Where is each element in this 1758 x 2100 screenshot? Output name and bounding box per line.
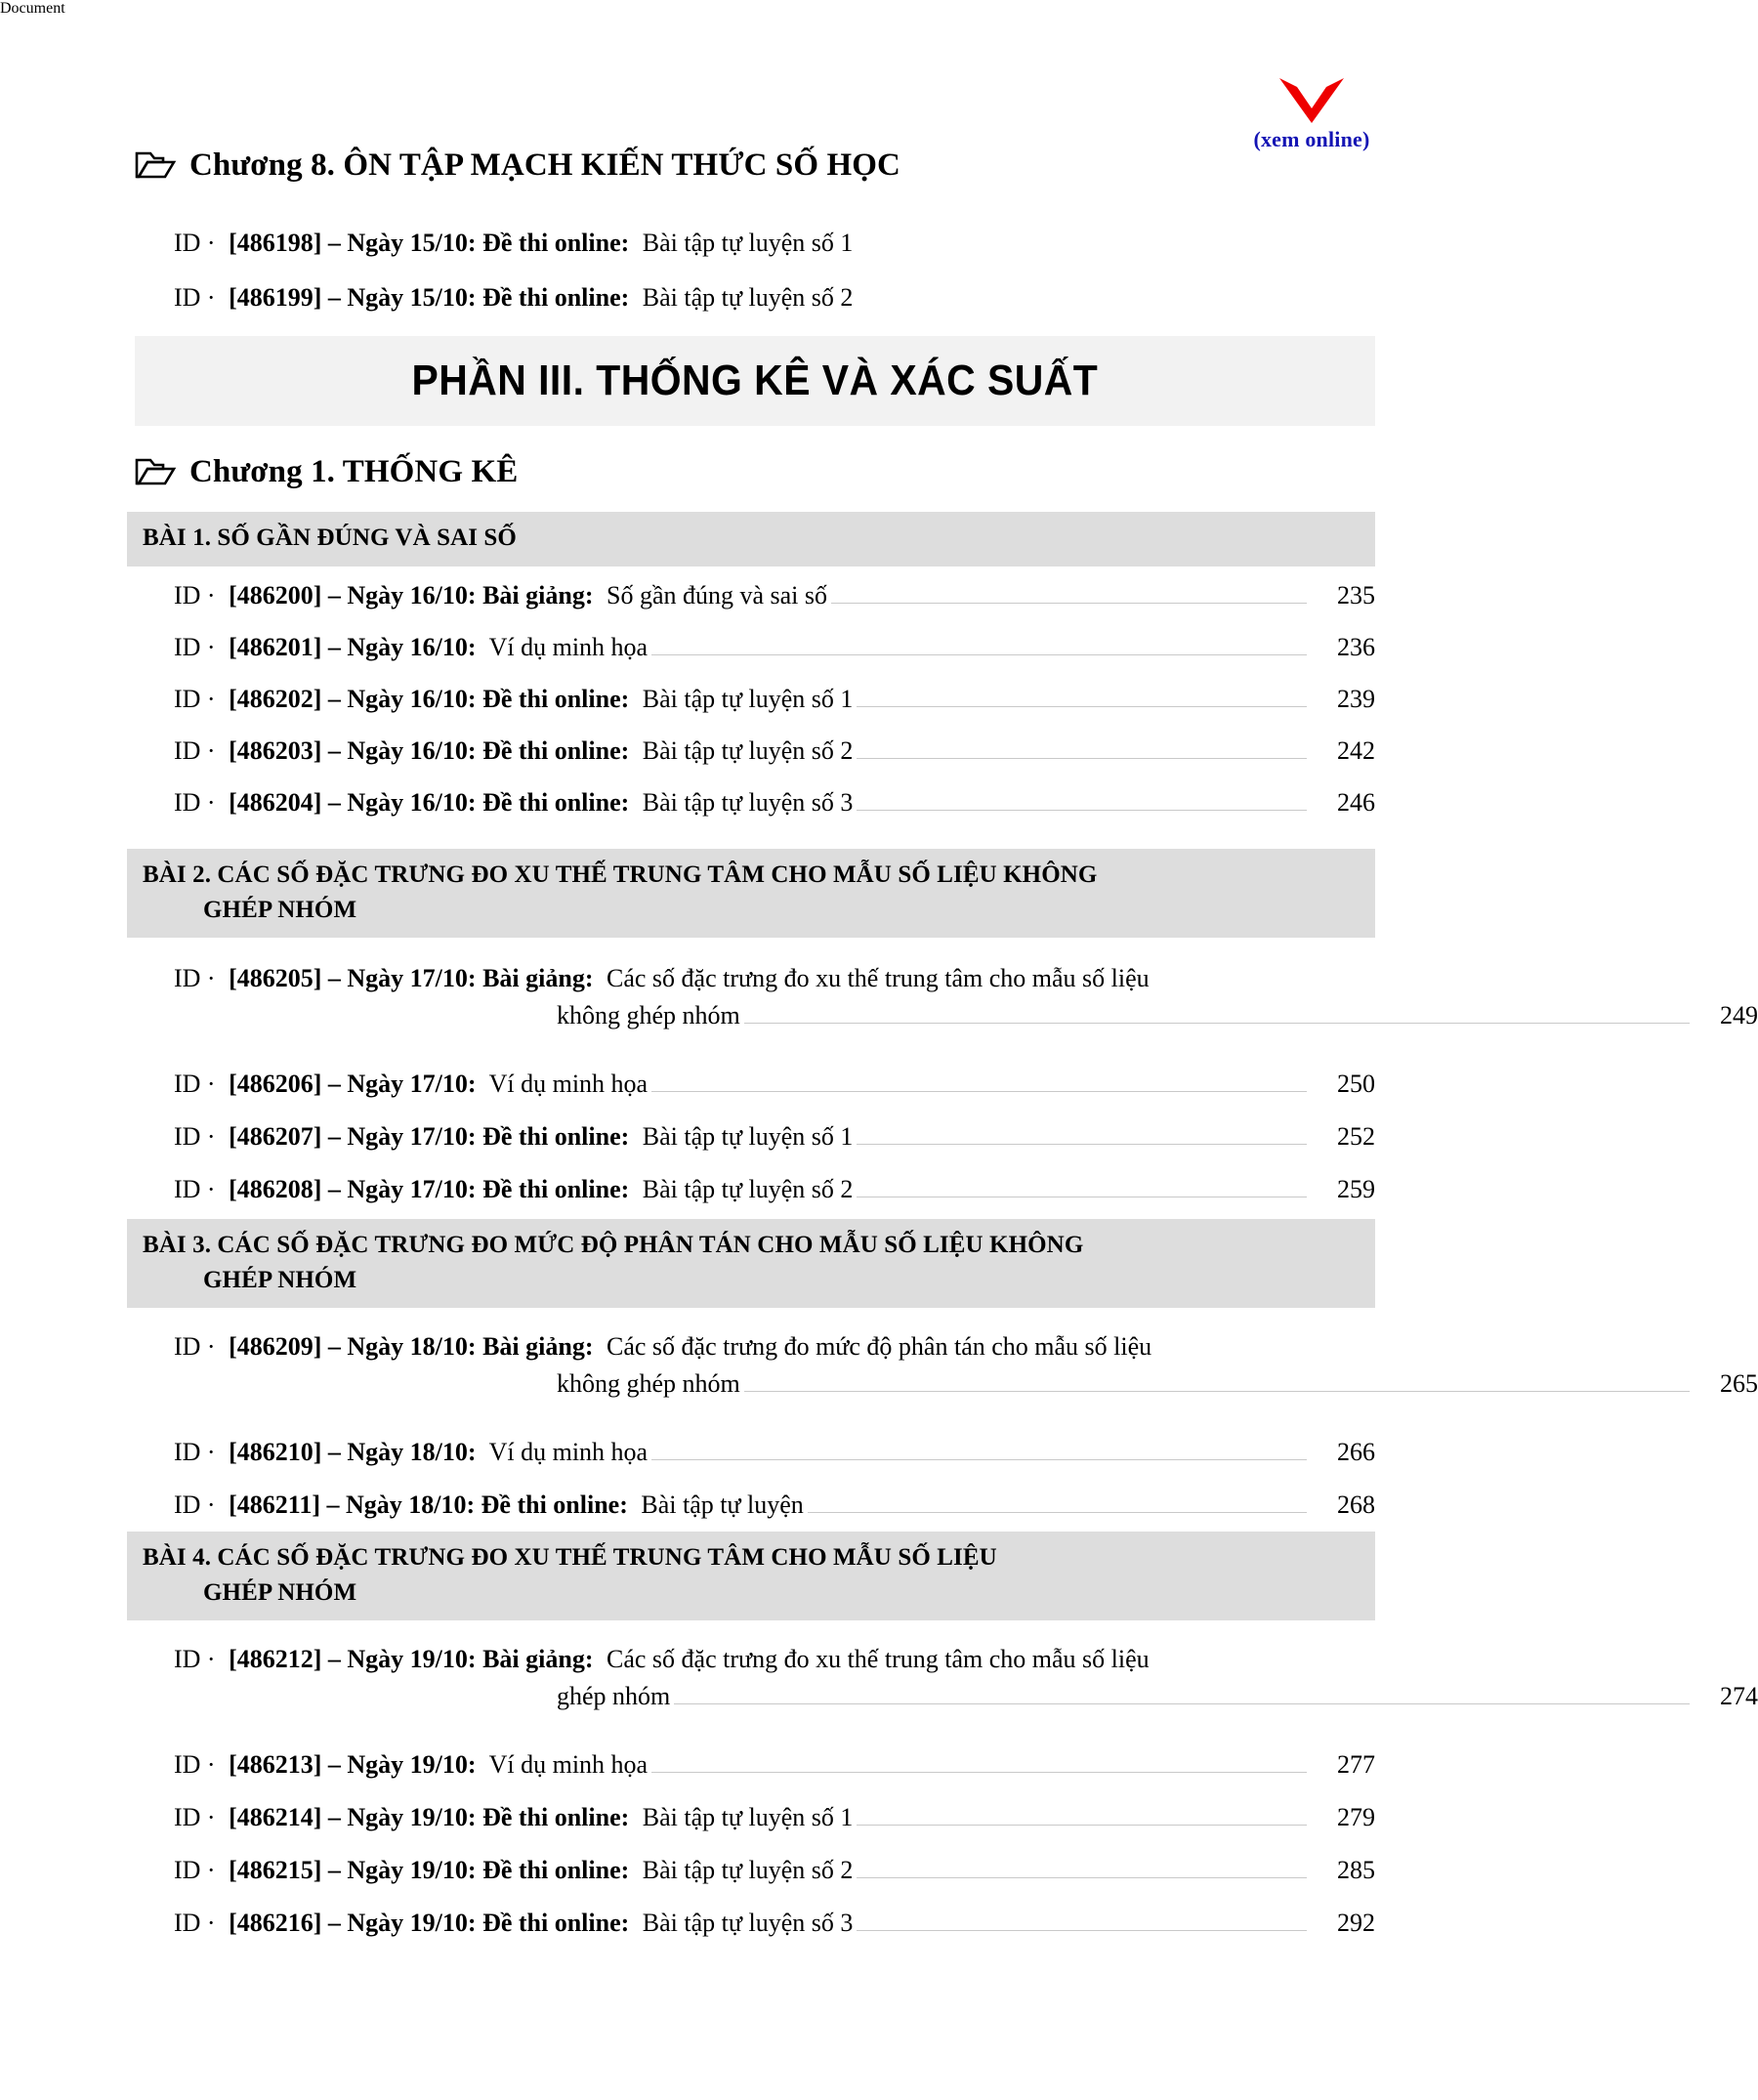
page-number: 292 [1337,1909,1375,1937]
toc-entry-meta: [486208] – Ngày 17/10: Đề thi online: [229,1175,630,1203]
toc-entry-text [174,1436,648,1469]
toc-entry-text [174,962,1150,995]
toc-entry-text [174,281,853,315]
leader-line [857,706,1307,707]
toc-entry-title-wrap: ghép nhóm [557,1681,671,1710]
toc-id-prefix: ID · [174,1438,216,1466]
toc-entry-meta: [486213] – Ngày 19/10: [229,1750,477,1779]
toc-entry[interactable] [174,962,1758,1032]
lesson-heading-line: BÀI 4. CÁC SỐ ĐẶC TRƯNG ĐO XU THẾ TRUNG TÂM CHO MẪU SỐ LIỆU [143,1544,997,1571]
toc-id-prefix: ID · [174,1070,216,1098]
chapter-title: Chương 1. THỐNG KÊ [189,454,519,489]
toc-entry-text [174,735,853,768]
leader-line [857,1825,1307,1826]
toc-id-prefix: ID · [174,1750,216,1779]
toc-entry-meta: [486214] – Ngày 19/10: Đề thi online: [229,1803,630,1831]
toc-entry-text [174,631,648,664]
toc-entry-title: Các số đặc trưng đo xu thế trung tâm cho mẫu số liệu [606,1645,1150,1673]
toc-entry[interactable] [174,1907,1375,1940]
toc-entry[interactable] [174,227,1375,260]
lesson-heading-band [127,1532,1375,1620]
toc-entry-meta: [486210] – Ngày 18/10: [229,1438,477,1466]
toc-entry-title: Các số đặc trưng đo mức độ phân tán cho mẫu số liệu [606,1332,1152,1361]
toc-id-prefix: ID · [174,1491,216,1519]
toc-id-prefix: ID · [174,1803,216,1831]
toc-entry-title-wrap: không ghép nhóm [557,1368,740,1398]
toc-entry-text [174,1854,853,1887]
leader-line [744,1023,1690,1024]
toc-entry[interactable] [174,1854,1375,1887]
toc-entry[interactable] [174,1330,1758,1401]
toc-id-prefix: ID · [174,1645,216,1673]
toc-entry-text [174,683,853,716]
toc-entry[interactable] [174,281,1375,315]
toc-entry-text [174,1643,1150,1676]
page-number: 268 [1337,1491,1375,1519]
leader-line [857,1144,1307,1145]
page-number: 277 [1337,1750,1375,1779]
leader-line [857,758,1307,759]
toc-entry-title: Bài tập tự luyện số 2 [642,736,854,765]
page-number: 235 [1337,581,1375,609]
page-number: 266 [1337,1438,1375,1466]
toc-entry-meta: [486201] – Ngày 16/10: [229,633,477,661]
toc-entry-title: Ví dụ minh họa [488,1438,649,1466]
toc-entry-meta: [486215] – Ngày 19/10: Đề thi online: [229,1856,630,1884]
page-number: 249 [1720,1000,1758,1029]
page-number: 285 [1337,1856,1375,1884]
toc-entry[interactable] [174,1748,1375,1782]
page-number: 242 [1337,736,1375,765]
lesson-heading-line-2: GHÉP NHÓM [203,1266,357,1293]
toc-entry[interactable] [174,1489,1375,1522]
toc-entry[interactable] [174,735,1375,768]
leader-line [651,1459,1307,1460]
lesson-heading-line: BÀI 1. SỐ GẦN ĐÚNG VÀ SAI SỐ [143,525,517,551]
toc-entry[interactable] [174,1643,1758,1713]
page-number: 259 [1337,1175,1375,1203]
page-number: 279 [1337,1803,1375,1831]
toc-entry-title: Bài tập tự luyện số 1 [642,685,854,713]
toc-entry-text [174,1068,648,1101]
toc-id-prefix: ID · [174,1856,216,1884]
toc-id-prefix: ID · [174,581,216,609]
toc-entry-meta: [486206] – Ngày 17/10: [229,1070,477,1098]
leader-line [857,1877,1307,1878]
page-number: 265 [1720,1368,1758,1398]
toc-entry[interactable] [174,683,1375,716]
toc-entry-title: Bài tập tự luyện số 2 [642,1175,854,1203]
red-v-arrow-icon [1277,76,1346,127]
leader-line [744,1391,1690,1392]
toc-entry-text [174,227,853,260]
toc-entry-meta: [486207] – Ngày 17/10: Đề thi online: [229,1122,630,1151]
page-number: 239 [1337,685,1375,713]
toc-entry-meta: [486199] – Ngày 15/10: Đề thi online: [229,283,630,312]
toc-id-prefix: ID · [174,229,216,257]
toc-entry-text [174,1120,853,1154]
toc-entry-text [174,1801,853,1834]
leader-line [831,603,1307,604]
lesson-heading-line: BÀI 3. CÁC SỐ ĐẶC TRƯNG ĐO MỨC ĐỘ PHÂN TÁN CHO MẪU SỐ LIỆU KHÔNG [143,1232,1084,1258]
lesson-heading-line: BÀI 2. CÁC SỐ ĐẶC TRƯNG ĐO XU THẾ TRUNG TÂM CHO MẪU SỐ LIỆU KHÔNG [143,861,1098,888]
xem-online-badge[interactable] [1229,76,1395,150]
leader-line [651,1772,1307,1773]
lesson-heading-line-2: GHÉP NHÓM [203,896,357,923]
leader-line [674,1703,1690,1704]
toc-id-prefix: ID · [174,1175,216,1203]
toc-entry-title: Số gần đúng và sai số [606,581,828,609]
page-number: 274 [1720,1681,1758,1710]
toc-entry-meta: [486204] – Ngày 16/10: Đề thi online: [229,788,630,817]
folder-icon [135,149,176,181]
toc-entry[interactable] [174,579,1375,612]
toc-entry-meta: [486212] – Ngày 19/10: Bài giảng: [229,1645,594,1673]
toc-entry-text [174,1748,648,1782]
toc-entry-meta: [486202] – Ngày 16/10: Đề thi online: [229,685,630,713]
part-banner [135,336,1375,426]
leader-line [808,1512,1307,1513]
toc-entry-title: Bài tập tự luyện số 1 [642,1122,854,1151]
chapter-heading-prev [135,148,900,183]
toc-entry-title: Ví dụ minh họa [488,1750,649,1779]
toc-entry[interactable] [174,1436,1375,1469]
toc-entry[interactable] [174,1173,1375,1206]
toc-entry-meta: [486200] – Ngày 16/10: Bài giảng: [229,581,594,609]
page-number: 246 [1337,788,1375,817]
toc-entry-title: Bài tập tự luyện số 1 [642,1803,854,1831]
chapter-heading [135,455,518,489]
toc-entry-title: Các số đặc trưng đo xu thế trung tâm cho mẫu số liệu [606,964,1150,992]
leader-line [857,810,1307,811]
toc-entry-text [174,1173,853,1206]
toc-entry[interactable] [174,1068,1375,1101]
toc-entry-text [174,786,853,819]
leader-line [651,1091,1307,1092]
toc-entry[interactable] [174,1801,1375,1834]
toc-id-prefix: ID · [174,633,216,661]
toc-entry[interactable] [174,1120,1375,1154]
toc-entry-title-wrap: không ghép nhóm [557,1000,740,1029]
part-title: PHẦN III. THỐNG KÊ VÀ XÁC SUẤT [411,357,1099,404]
toc-entry-title: Ví dụ minh họa [488,1070,649,1098]
toc-entry-meta: [486216] – Ngày 19/10: Đề thi online: [229,1909,630,1937]
toc-entry[interactable] [174,786,1375,819]
toc-id-prefix: ID · [174,788,216,817]
toc-id-prefix: ID · [174,685,216,713]
toc-entry-text [174,1489,804,1522]
toc-entry-meta: [486198] – Ngày 15/10: Đề thi online: [229,229,630,257]
toc-entry-meta: [486211] – Ngày 18/10: Đề thi online: [229,1491,628,1519]
toc-entry-meta: [486205] – Ngày 17/10: Bài giảng: [229,964,594,992]
page-number: 252 [1337,1122,1375,1151]
toc-id-prefix: ID · [174,1122,216,1151]
toc-entry-meta: [486209] – Ngày 18/10: Bài giảng: [229,1332,594,1361]
lesson-heading-line-2: GHÉP NHÓM [203,1578,357,1606]
leader-line [857,1930,1307,1931]
toc-entry-title: Bài tập tự luyện [641,1491,804,1519]
toc-entry-text [174,579,827,612]
lesson-heading-band [127,1219,1375,1308]
toc-entry-text [174,1330,1151,1364]
toc-entry-title: Bài tập tự luyện số 2 [642,1856,854,1884]
toc-id-prefix: ID · [174,964,216,992]
toc-id-prefix: ID · [174,1909,216,1937]
toc-entry-text [174,1907,853,1940]
toc-entry-title: Ví dụ minh họa [488,633,649,661]
xem-online-label: (xem online) [1253,127,1370,151]
toc-entry-meta: [486203] – Ngày 16/10: Đề thi online: [229,736,630,765]
lesson-heading-band [127,512,1375,567]
folder-icon [135,456,176,487]
page-number: 236 [1337,633,1375,661]
page-number: 250 [1337,1070,1375,1098]
toc-entry-title: Bài tập tự luyện số 3 [642,788,854,817]
toc-id-prefix: ID · [174,1332,216,1361]
toc-entry-title: Bài tập tự luyện số 3 [642,1909,854,1937]
toc-id-prefix: ID · [174,736,216,765]
chapter-title-prev: Chương 8. ÔN TẬP MẠCH KIẾN THỨC SỐ HỌC [189,147,900,183]
toc-entry[interactable] [174,631,1375,664]
leader-line [651,654,1307,655]
toc-id-prefix: ID · [174,283,216,312]
lesson-heading-band [127,849,1375,938]
toc-entry-title: Bài tập tự luyện số 1 [642,229,854,257]
toc-entry-title: Bài tập tự luyện số 2 [642,283,854,312]
